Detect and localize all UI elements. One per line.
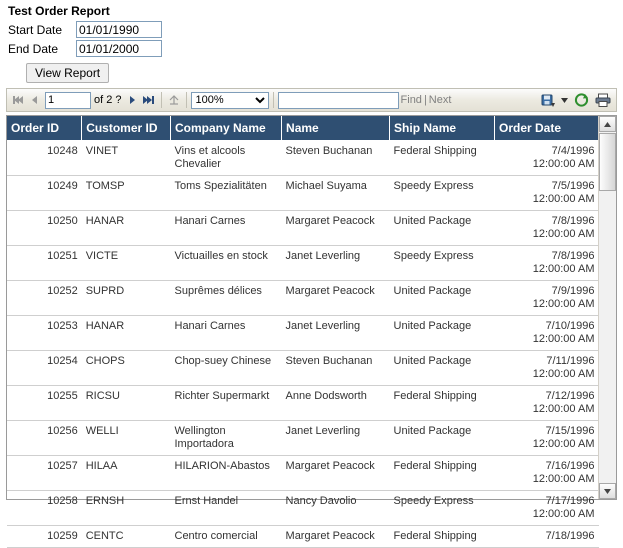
table-cell: 10259 [7, 526, 82, 548]
table-row [7, 491, 599, 526]
column-header-order-date[interactable]: Order Date [495, 116, 599, 141]
table-cell: Anne Dodsworth [282, 386, 390, 421]
table-cell: Ernst Handel [171, 491, 282, 526]
print-icon[interactable] [593, 91, 613, 109]
table-cell: Wellington Importadora [171, 421, 282, 456]
table-cell: RICSU [82, 386, 171, 421]
table-cell: 7/9/1996 12:00:00 AM [495, 281, 599, 316]
toolbar-separator-3 [273, 92, 274, 108]
table-cell: Margaret Peacock [282, 526, 390, 548]
report-table [7, 116, 599, 548]
table-cell: 10258 [7, 491, 82, 526]
find-input[interactable] [278, 92, 399, 109]
table-cell: Federal Shipping [390, 141, 495, 176]
table-cell: Federal Shipping [390, 386, 495, 421]
table-cell: Steven Buchanan [282, 351, 390, 386]
table-cell: HANAR [82, 211, 171, 246]
table-cell: 7/12/1996 12:00:00 AM [495, 386, 599, 421]
table-cell: 10251 [7, 246, 82, 281]
table-cell: WELLI [82, 421, 171, 456]
previous-page-icon[interactable] [26, 91, 42, 109]
start-date-label: Start Date [8, 22, 63, 37]
table-cell: Janet Leverling [282, 421, 390, 456]
table-cell: 10254 [7, 351, 82, 386]
column-header-customer-id[interactable]: Customer ID [82, 116, 171, 141]
table-cell: Margaret Peacock [282, 211, 390, 246]
column-header-ship-name[interactable]: Ship Name [390, 116, 495, 141]
zoom-select[interactable] [191, 92, 269, 109]
table-cell: 7/11/1996 12:00:00 AM [495, 351, 599, 386]
table-cell: Suprêmes délices [171, 281, 282, 316]
table-cell: Margaret Peacock [282, 281, 390, 316]
table-cell: Speedy Express [390, 176, 495, 211]
table-cell: CHOPS [82, 351, 171, 386]
table-cell: Nancy Davolio [282, 491, 390, 526]
table-cell: Janet Leverling [282, 316, 390, 351]
report-toolbar [6, 88, 617, 112]
table-row [7, 526, 599, 548]
table-header-row [7, 116, 599, 141]
scroll-down-button[interactable] [599, 483, 616, 499]
find-separator: | [423, 94, 427, 106]
table-cell: 10249 [7, 176, 82, 211]
back-to-parent-icon[interactable] [166, 91, 182, 109]
table-cell: Hanari Carnes [171, 316, 282, 351]
table-cell: 7/8/1996 12:00:00 AM [495, 211, 599, 246]
next-page-icon[interactable] [125, 91, 141, 109]
table-cell: Chop-suey Chinese [171, 351, 282, 386]
dropdown-arrow-icon[interactable] [560, 91, 569, 109]
toolbar-separator-2 [186, 92, 187, 108]
column-header-company-name[interactable]: Company Name [171, 116, 282, 141]
table-cell: 10248 [7, 141, 82, 176]
table-cell: VINET [82, 141, 171, 176]
table-cell: 7/18/1996 [495, 526, 599, 548]
scroll-up-button[interactable] [599, 116, 616, 132]
table-cell: Janet Leverling [282, 246, 390, 281]
table-cell: HILARION-Abastos [171, 456, 282, 491]
end-date-input[interactable] [76, 40, 162, 57]
view-report-container [0, 58, 623, 88]
table-cell: Hanari Carnes [171, 211, 282, 246]
table-cell: ERNSH [82, 491, 171, 526]
view-report-button[interactable]: View Report [26, 63, 109, 83]
last-page-icon[interactable] [141, 91, 157, 109]
table-cell: Victuailles en stock [171, 246, 282, 281]
table-cell: United Package [390, 351, 495, 386]
table-cell: Speedy Express [390, 491, 495, 526]
table-cell: 10253 [7, 316, 82, 351]
table-cell: Michael Suyama [282, 176, 390, 211]
table-row [7, 281, 599, 316]
table-cell: 10250 [7, 211, 82, 246]
export-disk-icon[interactable] [538, 91, 558, 109]
table-cell: 10256 [7, 421, 82, 456]
table-cell: 7/15/1996 12:00:00 AM [495, 421, 599, 456]
table-row [7, 351, 599, 386]
column-header-name[interactable]: Name [282, 116, 390, 141]
table-cell: Margaret Peacock [282, 456, 390, 491]
table-cell: 7/5/1996 12:00:00 AM [495, 176, 599, 211]
table-cell: VICTE [82, 246, 171, 281]
table-cell: Toms Spezialitäten [171, 176, 282, 211]
table-cell: Richter Supermarkt [171, 386, 282, 421]
table-row [7, 211, 599, 246]
refresh-icon[interactable] [571, 91, 591, 109]
parameter-row-start-date [0, 20, 623, 39]
table-cell: TOMSP [82, 176, 171, 211]
page-count-label: of 2 ? [94, 94, 122, 106]
find-next-button[interactable]: Next [428, 94, 452, 106]
column-header-order-id[interactable]: Order ID [7, 116, 82, 141]
report-body [6, 115, 617, 542]
table-cell: Federal Shipping [390, 456, 495, 491]
table-cell: United Package [390, 316, 495, 351]
table-cell: 7/10/1996 12:00:00 AM [495, 316, 599, 351]
table-body [7, 141, 599, 548]
table-row [7, 316, 599, 351]
table-cell: 7/8/1996 12:00:00 AM [495, 246, 599, 281]
table-cell: Vins et alcools Chevalier [171, 141, 282, 176]
table-row [7, 176, 599, 211]
page-title: Test Order Report [8, 4, 110, 18]
start-date-input[interactable] [76, 21, 162, 38]
table-cell: SUPRD [82, 281, 171, 316]
table-cell: Centro comercial [171, 526, 282, 548]
table-cell: Federal Shipping [390, 526, 495, 548]
vertical-scrollbar[interactable] [598, 116, 616, 499]
table-row [7, 421, 599, 456]
table-cell: Speedy Express [390, 246, 495, 281]
table-cell: 10252 [7, 281, 82, 316]
find-button[interactable]: Find [400, 94, 422, 106]
table-cell: CENTC [82, 526, 171, 548]
scrollbar-thumb[interactable] [599, 133, 616, 191]
report-grid-scroll [7, 116, 599, 542]
table-cell: 7/17/1996 12:00:00 AM [495, 491, 599, 526]
table-cell: HANAR [82, 316, 171, 351]
page-number-input[interactable] [45, 92, 91, 109]
parameter-row-end-date [0, 39, 623, 58]
table-cell: Steven Buchanan [282, 141, 390, 176]
table-cell: United Package [390, 281, 495, 316]
table-cell: United Package [390, 421, 495, 456]
table-row [7, 456, 599, 491]
toolbar-right-group [538, 91, 613, 109]
table-cell: 7/4/1996 12:00:00 AM [495, 141, 599, 176]
end-date-label: End Date [8, 41, 59, 56]
table-row [7, 246, 599, 281]
table-cell: 7/16/1996 12:00:00 AM [495, 456, 599, 491]
first-page-icon[interactable] [10, 91, 26, 109]
table-row [7, 386, 599, 421]
table-cell: 10257 [7, 456, 82, 491]
toolbar-separator-1 [161, 92, 162, 108]
table-row [7, 141, 599, 176]
table-cell: United Package [390, 211, 495, 246]
table-cell: HILAA [82, 456, 171, 491]
table-cell: 10255 [7, 386, 82, 421]
